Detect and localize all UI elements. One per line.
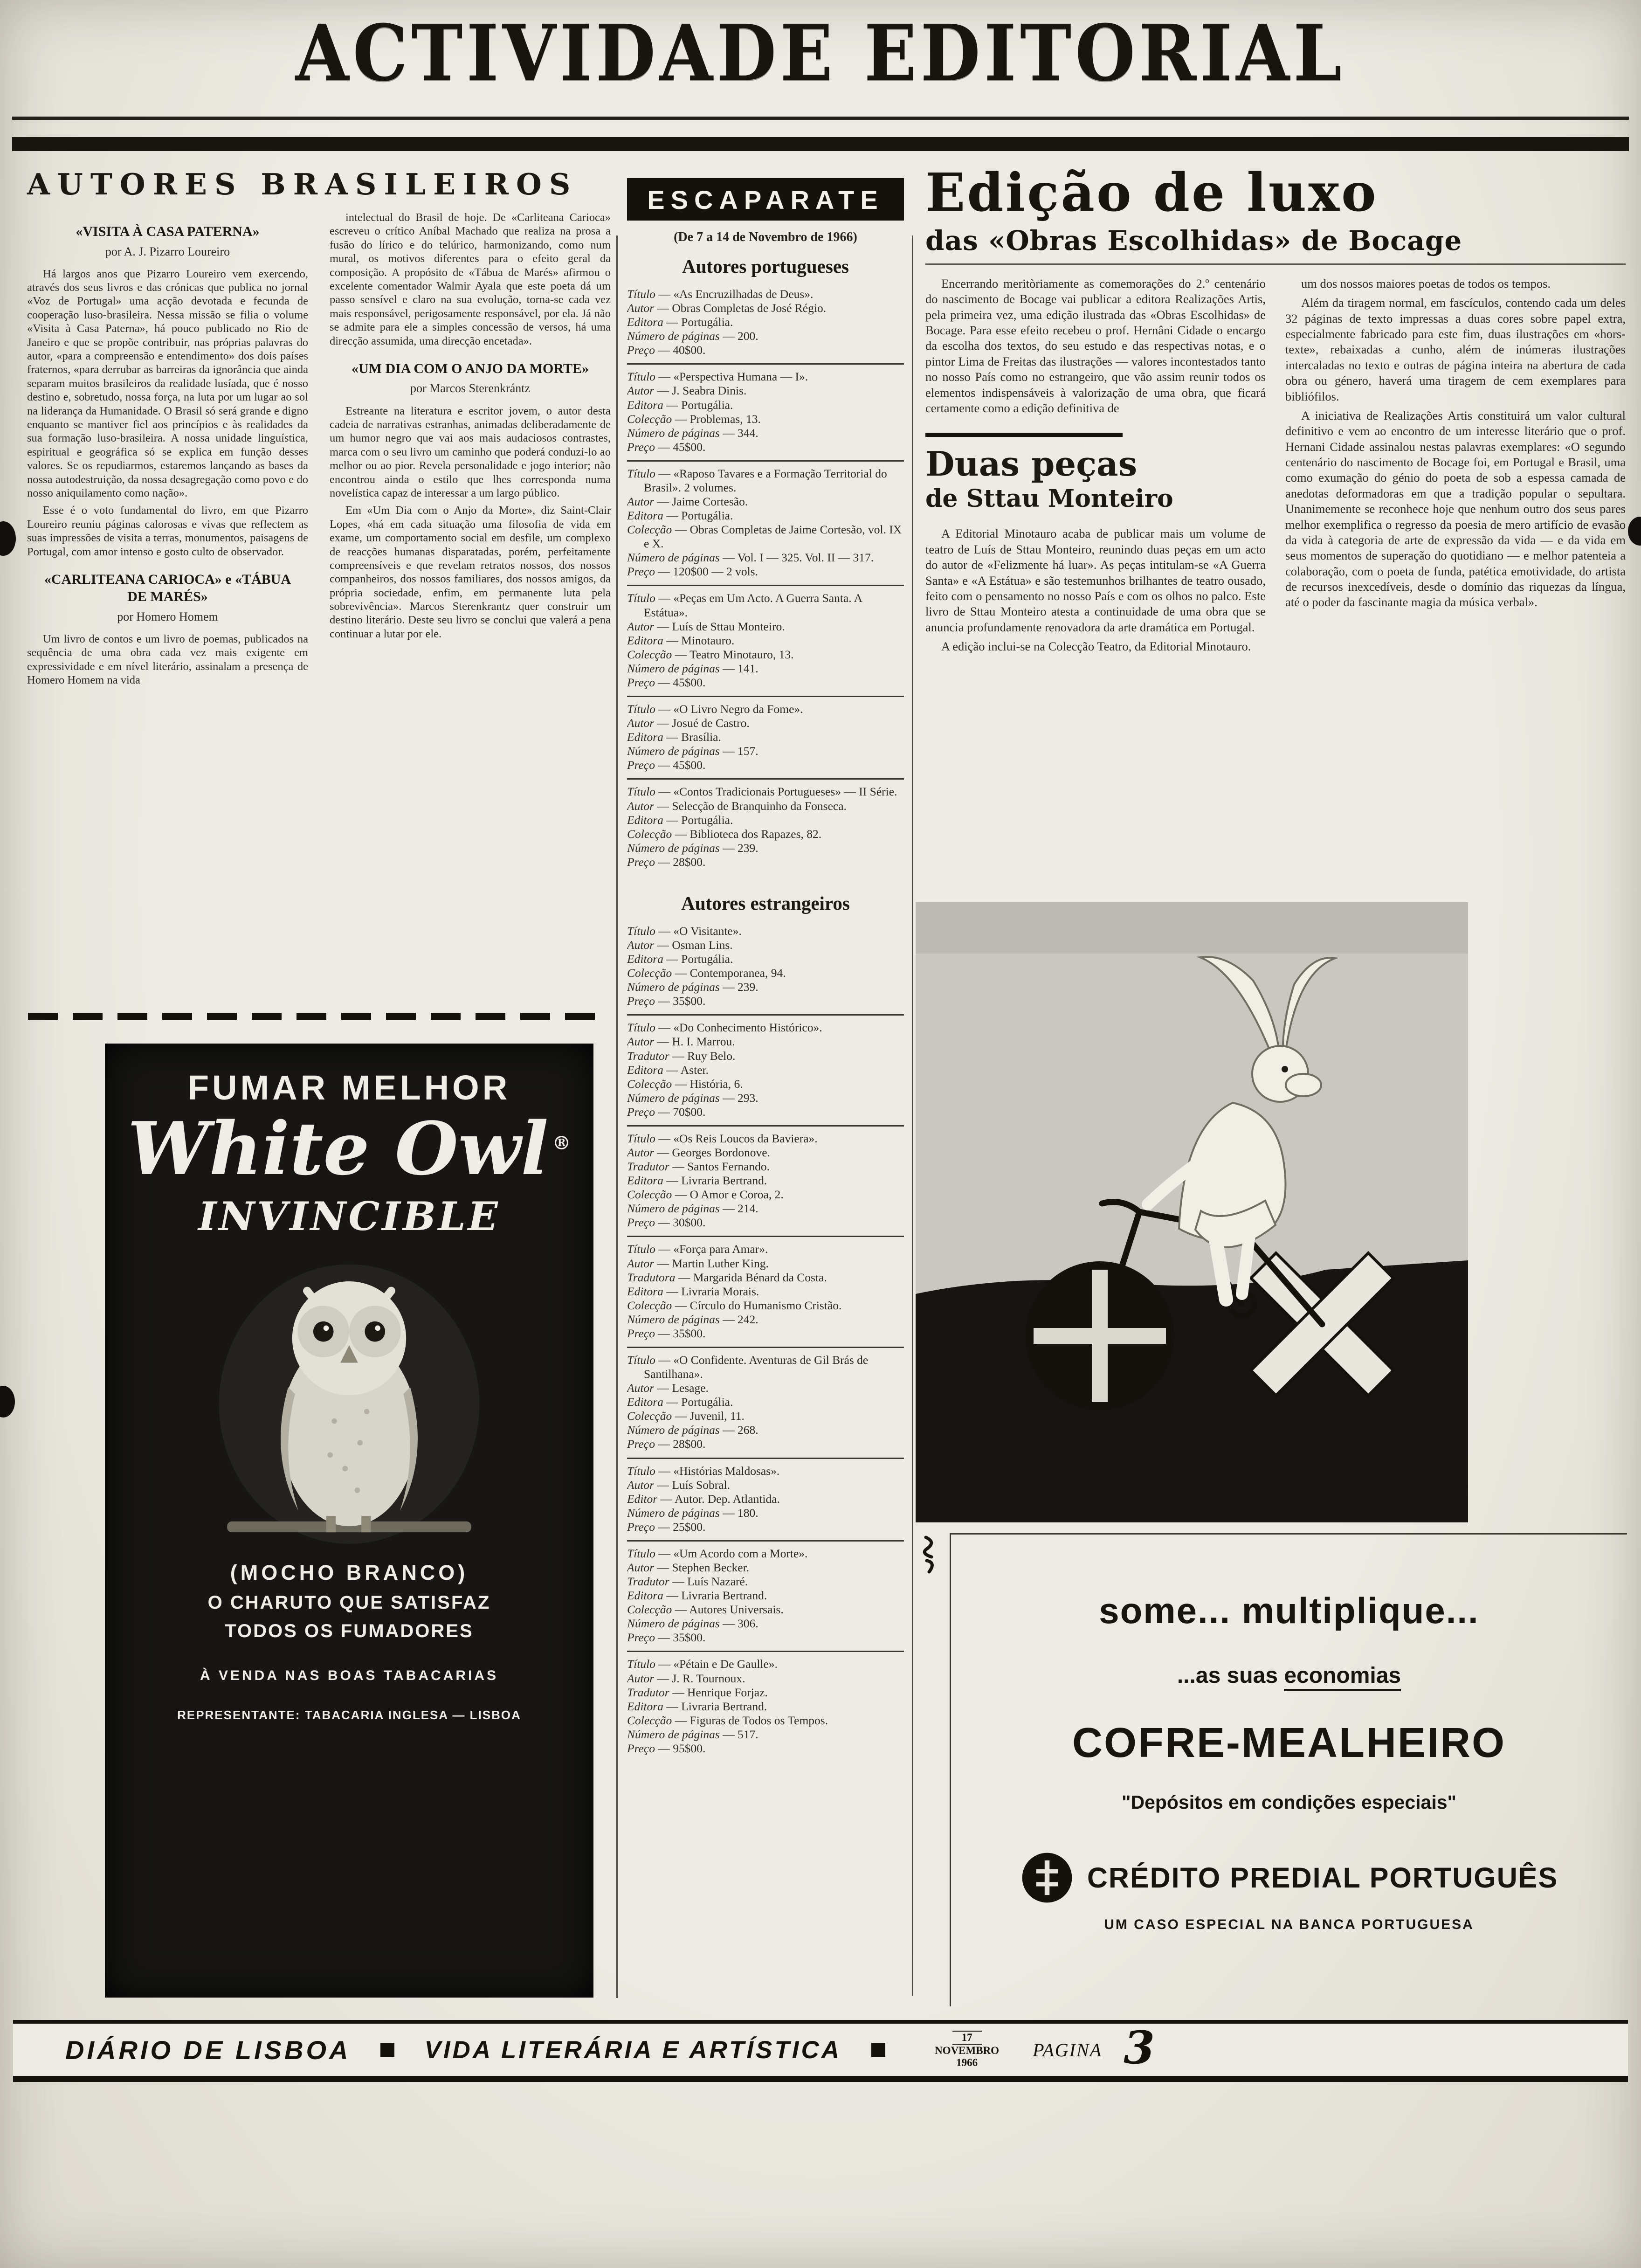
artist-signature-mark: [922, 1534, 944, 1574]
article-paragraph: Encerrando meritòriamente as comemorações do 2.º centenário do nascimento de Bocage vai publicar a editora Realizações Artis, pela primeira vez, uma edição ilustrada das «Obras Escolhidas» de Bocage. Para esse efeito recebeu o prof. Hernâni Cidade o encargo da escolha dos textos, do seu estudo e das respectivas notas, e o pintor Lima de Freitas das ilustrações — valores incontestados tanto no nosso País como no estrangeiro, que vão assim reunir todos os elementos indispensáveis à valorização de uma obra, que ficará certamente como a edição definitiva de: [925, 276, 1266, 415]
article-subheading: «VISITA À CASA PATERNA»: [76, 224, 260, 239]
article-byline: por Marcos Sterenkrántz: [410, 381, 531, 395]
book-field: Título — «Peças em Um Acto. A Guerra Santa. A Estátua».: [627, 591, 862, 619]
ad-nickname: (MOCHO BRANCO): [230, 1561, 469, 1585]
book-entry: [627, 1458, 904, 1540]
book-field: Título — «O Livro Negro da Fome».: [627, 702, 803, 716]
ad-product-name: COFRE-MEALHEIRO: [1072, 1720, 1506, 1766]
book-entry: [627, 1125, 904, 1236]
book-field: Título — «Perspectiva Humana — I».: [627, 370, 808, 384]
book-field: Colecção — Problemas, 13.: [627, 412, 761, 426]
article-paragraph: A Editorial Minotauro acaba de publicar mais um volume de teatro de Luís de Sttau Monteiro, reunindo duas peças em um acto do autor de «Felizmente há luar». As peças intitulam-se «A Guerra Santa» e «A Estátua» e são testemunhos brilhantes de teatro ousado, feito com o pensamento no nosso País e com os olhos no palco. Este livro de Sttau Monteiro atesta a continuidade de uma obra que se anuncia profundamente renovadora da arte dramática em Portugal.: [925, 526, 1266, 634]
book-list-foreign: [627, 919, 904, 1762]
book-field: Tradutor — Henrique Forjaz.: [627, 1685, 768, 1699]
ad-slogan-line1: O CHARUTO QUE SATISFAZ: [207, 1592, 491, 1613]
article-subheading: de Sttau Monteiro: [925, 484, 1173, 513]
page-label: PAGINA: [1033, 2039, 1103, 2061]
issue-month: NOVEMBRO: [935, 2045, 1000, 2057]
punch-hole: [0, 521, 16, 556]
punch-hole: [1628, 517, 1641, 546]
ad-availability: À VENDA NAS BOAS TABACARIAS: [200, 1668, 499, 1684]
book-field: Número de páginas — 239.: [627, 980, 758, 994]
book-field: Editora — Livraria Bertrand.: [627, 1174, 767, 1188]
article-title: Edição de luxo: [925, 162, 1378, 223]
article-column-1: [925, 276, 1266, 861]
bank-identity-row: [951, 1851, 1627, 1905]
article-column-2: [1285, 276, 1626, 861]
book-field: Editora — Portugália.: [627, 813, 733, 827]
book-entry: [627, 919, 904, 1014]
article-paragraph: Há largos anos que Pizarro Loureiro vem exercendo, através dos seus livros e das crónicas que publica no jornal «Voz de Portugal» uma acção devotada e fecunda de cooperação luso-brasileira. Nessa missão se filia o volume «Visita à Casa Paterna», há pouco publicado no Rio de Janeiro e que se propõe contribuir, nas próprias palavras do autor, «para a compreensão e entendimento» dos dois países fraternos, «para derrubar as barreiras da ignorância que ainda separam muitos brasileiros da realidade lusíada, que é nosso destino e, sobretudo, nossa força, na luta por um lugar ao sol na liderança da Humanidade. O Brasil só será grande e digno enquanto se mantiver fiel aos princípios e às realidades da sua formação luso-brasileira. A nossa unidade linguística, espiritual e geográfica só se explica em função desses valores. Se os repudiarmos, estaremos lançando as bases da nossa autodestruição, da nossa desagregação como povo e do nosso aniquilamento como nação».: [27, 267, 308, 499]
ad-subheadline-underlined: economias: [1284, 1663, 1401, 1691]
book-entry: [627, 1347, 904, 1458]
escaparate-date-range: (De 7 a 14 de Novembro de 1966): [674, 230, 857, 244]
book-field: Número de páginas — 344.: [627, 426, 758, 440]
issue-date: [935, 2031, 999, 2068]
article-subheading: «UM DIA COM O ANJO DA MORTE»: [352, 360, 589, 376]
white-owl-advertisement: [105, 1044, 593, 1998]
book-field: Autor — Selecção de Branquinho da Fonseca.: [627, 799, 847, 813]
book-field: Editora — Livraria Bertrand.: [627, 1589, 767, 1603]
article-subheading: Duas peças: [925, 444, 1138, 484]
book-field: Preço — 40$00.: [627, 343, 706, 357]
book-field: Autor — J. R. Tournoux.: [627, 1671, 745, 1685]
article-paragraph: Um livro de contos e um livro de poemas, publicados na sequência de uma obra cada vez mais exigente em expressividade e em nível literário, assinalam a presença de Homero Homem na vida: [27, 633, 308, 687]
book-field: Número de páginas — 293.: [627, 1091, 758, 1105]
square-bullet-icon: [871, 2043, 885, 2057]
masthead-rule-thick: [12, 137, 1629, 151]
book-field: Título — «Um Acordo com a Morte».: [627, 1546, 808, 1560]
book-field: Tradutor — Ruy Belo.: [627, 1049, 736, 1063]
page-footer: [13, 2020, 1628, 2082]
book-field: Autor — Obras Completas de José Régio.: [627, 301, 827, 315]
book-field: Preço — 35$00.: [627, 1326, 706, 1340]
book-entry: [627, 1651, 904, 1762]
ad-brand-name: [105, 1106, 593, 1191]
book-field: Número de páginas — 242.: [627, 1312, 758, 1326]
book-field: Tradutora — Margarida Bénard da Costa.: [627, 1270, 827, 1284]
book-field: Editora — Minotauro.: [627, 633, 735, 647]
book-field: Preço — 45$00.: [627, 758, 706, 772]
book-entry: [627, 778, 904, 875]
book-entry: [627, 282, 904, 363]
bank-name: CRÉDITO PREDIAL PORTUGUÊS: [1087, 1862, 1558, 1894]
article-paragraph: um dos nossos maiores poetas de todos os tempos.: [1301, 276, 1551, 290]
book-field: Editor — Autor. Dep. Atlantida.: [627, 1492, 780, 1506]
book-field: Editora — Aster.: [627, 1063, 709, 1077]
punch-hole: [0, 1386, 15, 1418]
article-edicao-de-luxo: [925, 162, 1626, 861]
book-field: Preço — 30$00.: [627, 1216, 706, 1230]
newspaper-name: DIÁRIO DE LISBOA: [65, 2035, 351, 2065]
ad-tagline: UM CASO ESPECIAL NA BANCA PORTUGUESA: [1104, 1917, 1474, 1932]
book-field: Tradutor — Luís Nazaré.: [627, 1575, 748, 1589]
article-paragraph: Estreante na literatura e escritor jovem, o autor desta cadeia de narrativas estranhas, animadas deliberadamente de um humor negro que vai aos mais audaciosos contrastes, marca com o seu livro um caminho que poderá conduzi-lo ao melhor ou ao pior. Revela personalidade e jogo interior; não encontrou ainda o estilo que lhes corresponda numa novelística capaz de interessar a um largo público.: [330, 404, 611, 499]
book-field: Título — «As Encruzilhadas de Deus».: [627, 287, 814, 301]
book-field: Preço — 25$00.: [627, 1520, 706, 1534]
book-field: Número de páginas — 180.: [627, 1506, 758, 1520]
book-field: Título — «Histórias Maldosas».: [627, 1464, 780, 1478]
owl-illustration: [205, 1252, 494, 1550]
book-field: Editora — Brasília.: [627, 730, 721, 744]
book-field: Título — «Contos Tradicionais Portugueses» — II Série.: [627, 785, 897, 799]
article-byline: por A. J. Pizarro Loureiro: [105, 244, 230, 258]
book-field: Colecção — Círculo do Humanismo Cristão.: [627, 1298, 842, 1312]
book-field: Autor — H. I. Marrou.: [627, 1035, 735, 1049]
book-field: Título — «O Visitante».: [627, 924, 742, 938]
issue-day: 17: [952, 2031, 982, 2045]
subtitle-rule: [925, 263, 1626, 265]
book-field: Preço — 28$00.: [627, 855, 706, 869]
book-field: Preço — 70$00.: [627, 1105, 706, 1119]
book-entry: [627, 585, 904, 696]
book-field: Colecção — Obras Completas de Jaime Cortesão, vol. IX e X.: [627, 523, 902, 551]
registered-mark: ®: [552, 1132, 571, 1154]
section-autores-portugueses: Autores portugueses: [682, 256, 849, 277]
cpf-logo-icon: [1020, 1851, 1074, 1905]
dashed-divider: [28, 1013, 608, 1020]
book-field: Colecção — Biblioteca dos Rapazes, 82.: [627, 827, 822, 841]
book-field: Preço — 45$00.: [627, 675, 706, 689]
article-paragraph: intelectual do Brasil de hoje. De «Carliteana Carioca» escreveu o crítico Aníbal Machado que realiza na prosa a fusão do lírico e do telúrico, harmonizando, como num mural, os motivos diferentes para o efeito geral da composição. A propósito de «Tábua de Marés» afirmou o excelente comentador Walmir Ayala que este poeta dá um passo sensível e claro na sua evolução, torna-se cada vez mais responsável, perigosamente responsável, por ela. Já não se admite para ele a simples concessão de versos, há uma direcção assumida, uma direcção encetada».: [330, 211, 611, 347]
book-entry: [627, 1540, 904, 1651]
section-name: VIDA LITERÁRIA E ARTÍSTICA: [424, 2036, 842, 2064]
ad-conditions: "Depósitos em condições especiais": [1122, 1791, 1456, 1813]
book-field: Autor — Josué de Castro.: [627, 716, 750, 730]
book-field: Autor — Martin Luther King.: [627, 1256, 769, 1270]
credito-predial-advertisement: [950, 1533, 1627, 2006]
section-rule: [925, 433, 1123, 437]
book-field: Número de páginas — 239.: [627, 841, 758, 855]
book-field: Título — «Do Conhecimento Histórico».: [627, 1021, 822, 1035]
book-field: Autor — Stephen Becker.: [627, 1561, 750, 1575]
article-paragraph: A edição inclui-se na Colecção Teatro, da Editorial Minotauro.: [941, 639, 1251, 653]
masthead-rule-thin: [12, 117, 1629, 120]
book-field: Autor — Lesage.: [627, 1381, 709, 1395]
article-columns: [925, 276, 1626, 861]
book-field: Editora — Livraria Morais.: [627, 1284, 759, 1298]
book-field: Número de páginas — 200.: [627, 329, 758, 343]
book-entry: [627, 363, 904, 460]
article-subtitle: das «Obras Escolhidas» de Bocage: [925, 225, 1462, 256]
ad-slogan-line2: TODOS OS FUMADORES: [225, 1621, 474, 1642]
book-field: Título — «Os Reis Loucos da Baviera».: [627, 1131, 818, 1145]
article-column-1: [27, 211, 308, 1006]
book-field: Editora — Portugália.: [627, 952, 733, 966]
escaparate-badge: ESCAPARATE: [627, 178, 904, 221]
ad-product-name: INVINCIBLE: [198, 1193, 500, 1240]
article-subheading: «CARLITEANA CARIOCA» e «TÁBUA DE MARÉS»: [44, 571, 291, 605]
book-field: Autor — Luís Sobral.: [627, 1478, 731, 1492]
book-entry: [627, 1014, 904, 1125]
book-entry: [627, 696, 904, 778]
book-field: Título — «O Confidente. Aventuras de Gil Brás de Santilhana».: [627, 1353, 869, 1381]
book-field: Editora — Portugália.: [627, 509, 733, 523]
book-field: Colecção — Juvenil, 11.: [627, 1409, 745, 1423]
book-field: Colecção — O Amor e Coroa, 2.: [627, 1188, 784, 1202]
column-rule: [912, 235, 913, 1996]
book-field: Número de páginas — 214.: [627, 1202, 758, 1216]
book-field: Colecção — Figuras de Todos os Tempos.: [627, 1713, 828, 1727]
book-entry: [627, 460, 904, 585]
book-field: Preço — 28$00.: [627, 1437, 706, 1451]
ad-headline: some... multiplique...: [1099, 1590, 1479, 1631]
book-field: Número de páginas — 268.: [627, 1423, 758, 1437]
book-field: Título — «Pétain e De Gaulle».: [627, 1657, 778, 1671]
article-title: AUTORES BRASILEIROS: [27, 167, 578, 201]
book-field: Autor — J. Seabra Dinis.: [627, 384, 747, 398]
ad-representative: REPRESENTANTE: TABACARIA INGLESA — LISBOA: [177, 1708, 521, 1722]
book-field: Título — «Raposo Tavares e a Formação Territorial do Brasil». 2 volumes.: [627, 466, 887, 494]
book-field: Preço — 35$00.: [627, 1631, 706, 1645]
book-field: Autor — Osman Lins.: [627, 938, 733, 952]
ad-headline: FUMAR MELHOR: [187, 1068, 511, 1107]
article-paragraph: Em «Um Dia com o Anjo da Morte», diz Saint-Clair Lopes, «há em cada situação uma filosofia de vida em exame, um comportamento social em desfile, um complexo de reacções humanas disparatadas, porém, perfeitamente compreensíveis e que revelam retratos nossos, dos nossos companheiros, dos nossos familiares, dos nossos amigos, da própria sociedade, enfim, em permanente luta pela sobrevivência». Marcos Sterenkrantz quer construir um destino literário. Deste seu livro se conclui que valerá a pena continuar a lutar por ele.: [330, 504, 611, 640]
page-masthead: ACTIVIDADE EDITORIAL: [295, 7, 1346, 98]
book-field: Autor — Luís de Sttau Monteiro.: [627, 619, 785, 633]
article-autores-brasileiros: [27, 167, 611, 1006]
brand-text: White Owl: [127, 1106, 549, 1191]
book-list-portuguese: [627, 282, 904, 875]
book-field: Número de páginas — 157.: [627, 744, 758, 758]
book-field: Número de páginas — 517.: [627, 1727, 758, 1741]
book-field: Colecção — História, 6.: [627, 1077, 743, 1091]
book-field: Número de páginas — Vol. I — 325. Vol. II — 317.: [627, 551, 874, 565]
bicycle-rabbit-illustration: [915, 902, 1469, 1522]
issue-year: 1966: [956, 2056, 978, 2068]
article-paragraph: Além da tiragem normal, em fascículos, contendo cada um deles 32 páginas de texto impressas a duas cores sobre papel extra, especialmente fabricado para este fim, duas ilustrações em «hors-texte», rebaixadas a cunho, além de inúmeras ilustrações intercaladas no texto e outras de página inteira na abertura de cada obra ou género, haverá uma tiragem de cem exemplares para bibliófilos.: [1285, 296, 1626, 403]
book-field: Editora — Portugália.: [627, 1395, 733, 1409]
book-field: Número de páginas — 141.: [627, 661, 758, 675]
book-field: Número de páginas — 306.: [627, 1617, 758, 1631]
book-field: Colecção — Teatro Minotauro, 13.: [627, 647, 794, 661]
book-field: Tradutor — Santos Fernando.: [627, 1160, 770, 1174]
column-rule: [616, 235, 618, 1998]
section-autores-estrangeiros: Autores estrangeiros: [681, 892, 850, 914]
article-column-2: [330, 211, 611, 1006]
book-field: Autor — Georges Bordonove.: [627, 1145, 770, 1159]
book-field: Editora — Portugália.: [627, 315, 733, 329]
book-field: Preço — 120$00 — 2 vols.: [627, 565, 758, 579]
book-field: Preço — 45$00.: [627, 440, 706, 454]
article-byline: por Homero Homem: [117, 609, 218, 623]
book-entry: [627, 1236, 904, 1347]
square-bullet-icon: [380, 2043, 394, 2057]
book-field: Autor — Jaime Cortesão.: [627, 495, 748, 509]
article-paragraph: Esse é o voto fundamental do livro, em que Pizarro Loureiro reuniu páginas calorosas e vivas que reflectem as suas impressões de visita a terras, monumentos, paisagens de Portugal, com amor intenso e gosto culto de observador.: [27, 504, 308, 558]
book-field: Editora — Livraria Bertrand.: [627, 1699, 767, 1713]
ad-subheadline-prefix: ...as suas: [1177, 1663, 1284, 1688]
article-paragraph: A iniciativa de Realizações Artis constituirá um valor cultural definitivo e vem ao encontro de um interesse literário que o prof. Hernani Cidade assinalou nestas palavras exemplares: «O segundo centenário do nascimento de Bocage foi, em Portugal e Brasil, uma como exumação do génio do poeta de sob a espessa camada de anedotas deformadoras em que a tradição popular o sepultara. Unanimemente se reconhece hoje que nenhum outro dos seus pares melhor exemplifica o regresso da poesia de mero artifício de evasão da vida à categoria de arte de expressão da vida — e da vida em seus momentos de superação do quotidiano — e melhor patenteia a colaboração, com o poeta de funda, patética emotividade, do artista de recursos inexcedíveis, desde o domínio das riquezas da língua, até o poder da fascinante magia da música verbal».: [1285, 408, 1626, 609]
book-field: Colecção — Contemporanea, 94.: [627, 966, 786, 980]
book-field: Preço — 35$00.: [627, 994, 706, 1008]
page-number: 3: [1124, 2021, 1155, 2074]
book-field: Preço — 95$00.: [627, 1741, 706, 1755]
ad-subheadline: [951, 1663, 1627, 1688]
article-columns: [27, 211, 611, 1006]
book-field: Título — «Força para Amar».: [627, 1242, 768, 1256]
book-field: Editora — Portugália.: [627, 398, 733, 412]
book-field: Colecção — Autores Universais.: [627, 1603, 784, 1617]
escaparate-column: [627, 178, 904, 2004]
